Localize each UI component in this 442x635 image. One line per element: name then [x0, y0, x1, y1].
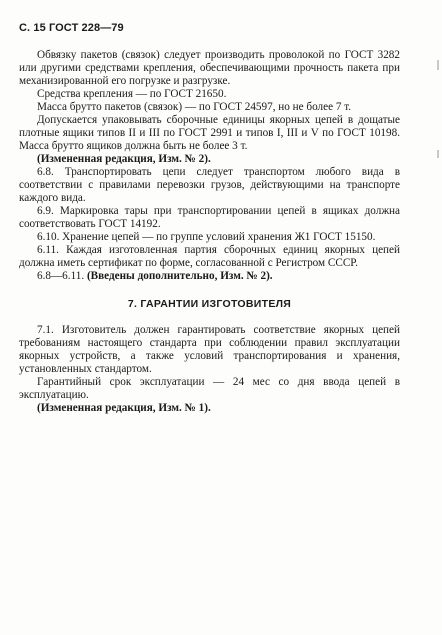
page-header: С. 15 ГОСТ 228—79: [19, 22, 124, 34]
section-7-heading: 7. ГАРАНТИИ ИЗГОТОВИТЕЛЯ: [127, 298, 292, 310]
document-body: [19, 49, 400, 415]
paragraph-fastening-means: Средства крепления — по ГОСТ 21650.: [37, 88, 227, 100]
paragraph-warranty-period: Гарантийный срок эксплуатации — 24 мес со дня ввода цепей в эксплуатацию.: [19, 376, 400, 401]
scan-edge-mark: [437, 60, 439, 70]
paragraph-7-1: 7.1. Изготовитель должен гарантировать соответствие якорных цепей требованиям настоящего стандарта при соблюдении правил эксплуатации якорных устройств, а также условий транспортирования и хранения, установленных стандартом.: [19, 324, 400, 375]
paragraph-gross-mass: Масса брутто пакетов (связок) — по ГОСТ 24597, но не более 7 т.: [37, 101, 352, 113]
paragraph-crate-packing: Допускается упаковывать сборочные единицы якорных цепей в дощатые плотные ящики типов II и III по ГОСТ 2991 и типов I, III и V по ГОСТ 10198. Масса брутто ящиков должна быть не более 3 т.: [19, 114, 400, 152]
paragraph-6-10: 6.10. Хранение цепей — по группе условий хранения Ж1 ГОСТ 15150.: [37, 231, 376, 243]
amendment-note-2: (Измененная редакция, Изм. № 2).: [37, 153, 211, 165]
paragraph-6-8-6-11-note: [19, 270, 400, 283]
amendment-note-1: (Измененная редакция, Изм. № 1).: [37, 402, 211, 414]
note-range: 6.8—6.11.: [37, 270, 85, 282]
paragraph-6-11: 6.11. Каждая изготовленная партия сборочных единиц якорных цепей должна иметь сертификат по форме, согласованной с Регистром СССР.: [19, 244, 400, 269]
paragraph-6-8: 6.8. Транспортировать цепи следует транспортом любого вида в соответствии с правилами перевозки грузов, действующими на транспорте каждого вида.: [19, 166, 400, 204]
paragraph-bundling: Обвязку пакетов (связок) следует производить проволокой по ГОСТ 3282 или другими средствами крепления, обеспечивающими прочность пакета при механизированной его погрузке и разгрузке.: [19, 49, 400, 87]
paragraph-6-9: 6.9. Маркировка тары при транспортировании цепей в ящиках должна соответствовать ГОСТ 14192.: [19, 205, 400, 230]
note-introduced: (Введены дополнительно, Изм. № 2).: [86, 270, 273, 282]
scan-edge-mark: [437, 150, 439, 158]
